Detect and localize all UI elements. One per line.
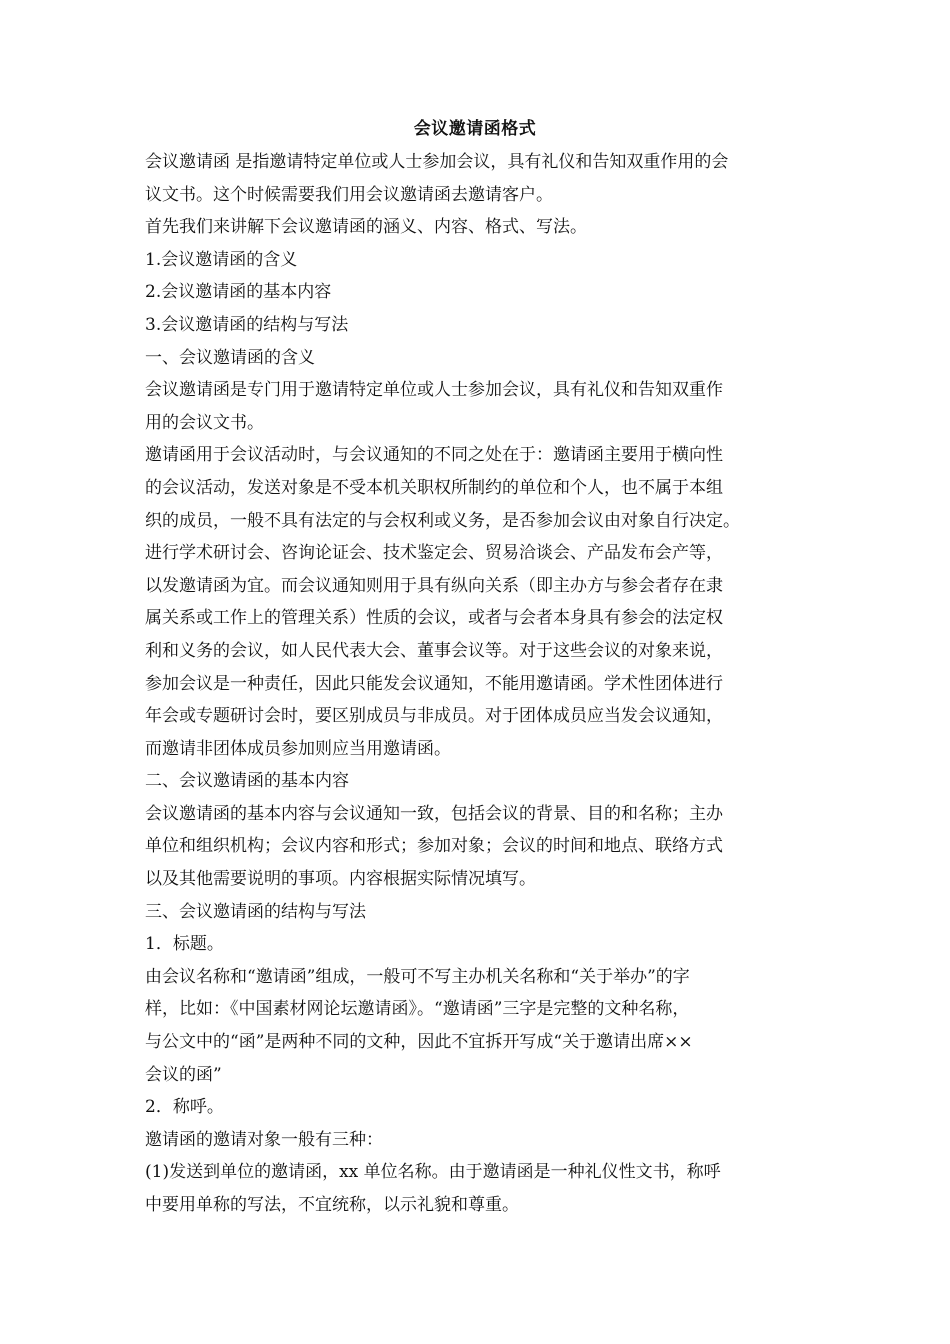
body-line: (1)发送到单位的邀请函，xx 单位名称。由于邀请函是一种礼仪性文书，称呼	[145, 1162, 721, 1183]
body-line: 首先我们来讲解下会议邀请函的涵义、内容、格式、写法。	[145, 217, 587, 238]
body-line: 以发邀请函为宜。而会议通知则用于具有纵向关系（即主办方与参会者存在隶	[145, 575, 723, 596]
body-line: 以及其他需要说明的事项。内容根据实际情况填写。	[145, 869, 536, 890]
body-line: 属关系或工作上的管理关系）性质的会议，或者与会者本身具有参会的法定权	[145, 608, 723, 629]
body-line: 参加会议是一种责任，因此只能发会议通知，不能用邀请函。学术性团体进行	[145, 673, 723, 694]
body-line: 进行学术研讨会、咨询论证会、技术鉴定会、贸易洽谈会、产品发布会产等，	[145, 543, 723, 564]
body-line: 中要用单称的写法，不宜统称，以示礼貌和尊重。	[145, 1195, 519, 1215]
body-line: 样，比如：《中国素材网论坛邀请函》。“邀请函”三字是完整的文种名称，	[145, 999, 690, 1020]
body-line: 用的会议文书。	[145, 412, 264, 433]
body-line: 3.会议邀请函的结构与写法	[145, 314, 349, 335]
document-title: 会议邀请函格式	[413, 119, 537, 139]
body-line: 1．标题。	[145, 934, 224, 955]
body-line: 而邀请非团体成员参加则应当用邀请函。	[145, 738, 451, 759]
body-line: 邀请函用于会议活动时，与会议通知的不同之处在于：邀请函主要用于横向性	[145, 445, 723, 466]
body-line: 会议邀请函 是指邀请特定单位或人士参加会议，具有礼仪和告知双重作用的会	[145, 152, 729, 172]
body-line: 2．称呼。	[145, 1097, 224, 1118]
body-line: 三、会议邀请函的结构与写法	[145, 901, 366, 922]
body-line: 会议邀请函的基本内容与会议通知一致，包括会议的背景、目的和名称；主办	[145, 803, 723, 824]
body-line: 利和义务的会议，如人民代表大会、董事会议等。对于这些会议的对象来说，	[145, 640, 723, 661]
body-line: 单位和组织机构；会议内容和形式；参加对象；会议的时间和地点、联络方式	[145, 836, 723, 857]
body-line: 织的成员，一般不具有法定的与会权利或义务，是否参加会议由对象自行决定。	[145, 510, 740, 531]
body-line: 会议邀请函是专门用于邀请特定单位或人士参加会议，具有礼仪和告知双重作	[145, 380, 723, 401]
body-line: 议文书。这个时候需要我们用会议邀请函去邀请客户。	[145, 184, 553, 205]
body-line: 邀请函的邀请对象一般有三种：	[145, 1129, 383, 1150]
document-body	[145, 146, 815, 1222]
body-line: 会议的函”	[145, 1064, 222, 1085]
body-line: 2.会议邀请函的基本内容	[145, 282, 332, 303]
body-line: 的会议活动，发送对象是不受本机关职权所制约的单位和个人，也不属于本组	[145, 477, 723, 498]
body-line: 年会或专题研讨会时，要区别成员与非成员。对于团体成员应当发会议通知，	[145, 706, 723, 727]
body-line: 与公文中的“函”是两种不同的文种，因此不宜拆开写成“关于邀请出席××	[145, 1032, 693, 1053]
body-line: 由会议名称和“邀请函”组成，一般可不写主办机关名称和“关于举办”的字	[145, 966, 690, 987]
body-line: 1.会议邀请函的含义	[145, 249, 298, 270]
body-line: 一、会议邀请函的含义	[145, 347, 315, 368]
body-line: 二、会议邀请函的基本内容	[145, 771, 349, 792]
